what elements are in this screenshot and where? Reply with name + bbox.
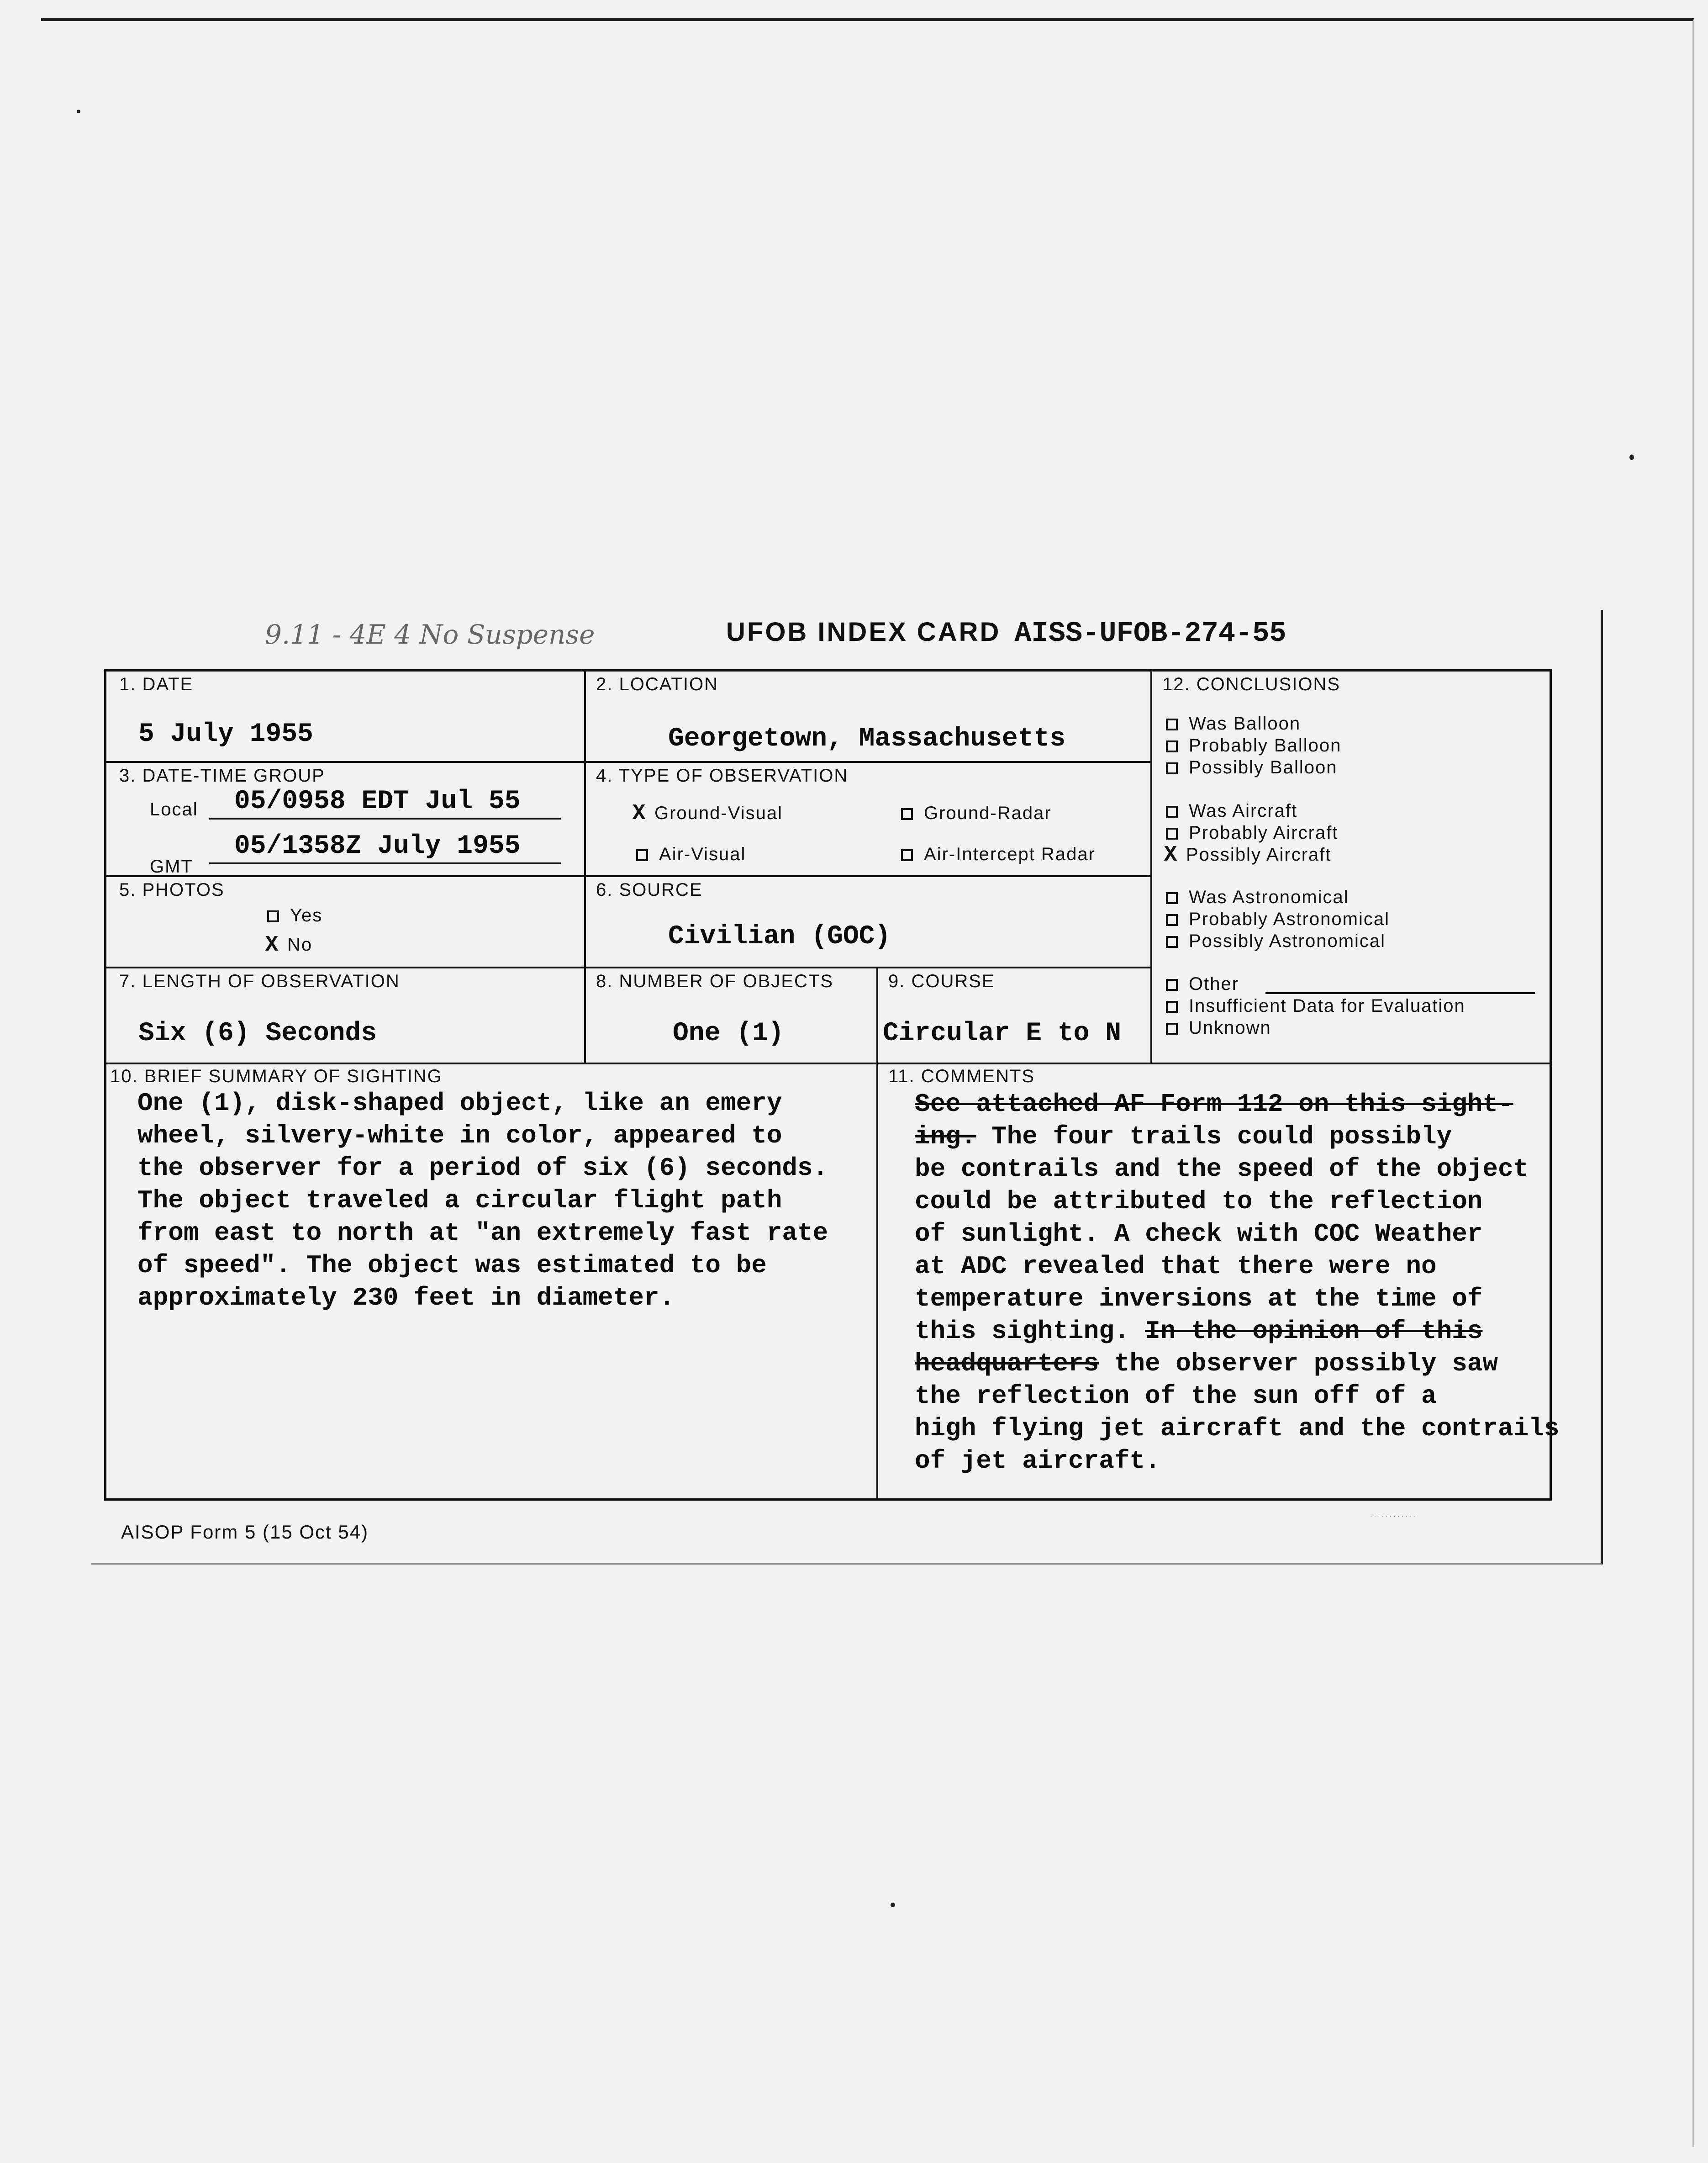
conclusion-label: Other [1189, 974, 1239, 994]
gmt-time-value: 05/1358Z July 1955 [234, 831, 521, 861]
scan-speck [77, 110, 80, 113]
length-of-observation-cell [106, 968, 586, 1064]
conclusion-probably-balloon [1166, 735, 1341, 756]
date-time-group-cell [106, 763, 586, 877]
conclusion-label: Possibly Balloon [1189, 757, 1338, 777]
option-yes [267, 905, 322, 926]
comments-line: of sunlight. A check with COC Weather [915, 1219, 1483, 1248]
conclusion-label: Possibly Astronomical [1189, 931, 1386, 951]
local-time-value: 05/0958 EDT Jul 55 [234, 787, 521, 816]
option-ground-radar [901, 803, 1052, 824]
comments-struck-text: headquarters [915, 1349, 1099, 1378]
card-title [726, 617, 1286, 650]
comments-text-span: The four trails could possibly [976, 1122, 1452, 1151]
checkbox [1166, 914, 1178, 926]
course-cell [878, 968, 1152, 1064]
comments-line [915, 1315, 1559, 1348]
summary-line: One (1), disk-shaped object, like an emery [137, 1089, 782, 1118]
conclusion-label: Unknown [1189, 1018, 1271, 1038]
photos-label: 5. PHOTOS [119, 880, 225, 900]
gmt-underline [209, 862, 561, 864]
checkbox [1166, 1023, 1178, 1035]
checkbox [1166, 762, 1178, 774]
comments-line: high flying jet aircraft and the contrails [915, 1414, 1560, 1443]
checkbox [1166, 1001, 1178, 1013]
source-cell [586, 877, 1152, 968]
summary-line: wheel, silvery-white in color, appeared to [137, 1121, 782, 1150]
conclusion-unknown [1166, 1018, 1271, 1038]
length-of-observation-label: 7. LENGTH OF OBSERVATION [119, 971, 400, 991]
checkbox [1166, 979, 1178, 991]
conclusion-label: Probably Astronomical [1189, 909, 1390, 929]
checkbox [1166, 719, 1178, 730]
card-reference-number: AISS-UFOB-274-55 [1014, 617, 1286, 650]
card-title-text: UFOB INDEX CARD [726, 617, 1001, 647]
option-label: Air-Visual [659, 844, 746, 864]
index-card-form [104, 669, 1560, 1501]
conclusion-possibly-balloon [1166, 757, 1338, 778]
photos-cell [106, 877, 586, 968]
number-of-objects-value: One (1) [673, 1019, 784, 1048]
summary-line: the observer for a period of six (6) seconds. [137, 1153, 828, 1183]
comments-text-span: the observer possibly saw [1099, 1349, 1498, 1378]
checkbox [901, 808, 913, 820]
conclusion-label: Was Astronomical [1189, 887, 1349, 907]
checkbox [267, 910, 279, 922]
comments-line: the reflection of the sun off of a [915, 1381, 1437, 1411]
checkbox [1166, 936, 1178, 948]
conclusion-probably-aircraft [1166, 823, 1338, 843]
date-cell [106, 672, 586, 763]
option-ground-visual [632, 803, 783, 824]
local-label: Local [150, 799, 198, 820]
course-value: Circular E to N [883, 1019, 1122, 1048]
conclusion-label: Probably Balloon [1189, 735, 1342, 756]
comments-line: of jet aircraft. [915, 1446, 1160, 1475]
comments-cell [878, 1064, 1560, 1498]
option-air-visual [636, 844, 746, 865]
comments-label: 11. COMMENTS [888, 1066, 1035, 1086]
checkbox [1166, 740, 1178, 752]
checkbox [636, 849, 648, 861]
conclusions-label: 12. CONCLUSIONS [1162, 674, 1341, 694]
conclusion-probably-astronomical [1166, 909, 1390, 930]
checkbox [1166, 828, 1178, 840]
option-no [264, 935, 312, 955]
conclusion-other [1166, 974, 1239, 994]
conclusions-cell [1152, 672, 1550, 1064]
conclusion-label: Insufficient Data for Evaluation [1189, 996, 1466, 1016]
local-underline [209, 818, 561, 820]
comments-struck-text: In the opinion of this [1145, 1317, 1483, 1346]
comments-line: be contrails and the speed of the object [915, 1154, 1529, 1184]
source-value: Civilian (GOC) [668, 922, 891, 952]
conclusion-insufficient-data [1166, 996, 1466, 1016]
checkbox [1166, 806, 1178, 818]
comments-struck-line: See attached AF Form 112 on this sight- [915, 1089, 1513, 1119]
conclusion-label: Was Balloon [1189, 714, 1301, 734]
date-value: 5 July 1955 [138, 719, 313, 749]
conclusion-label: Possibly Aircraft [1186, 845, 1332, 865]
conclusion-was-aircraft [1166, 801, 1297, 821]
checkbox [901, 849, 913, 861]
date-time-group-label: 3. DATE-TIME GROUP [119, 766, 325, 786]
option-air-intercept-radar [901, 844, 1096, 865]
conclusion-was-balloon [1166, 714, 1301, 734]
comments-line: temperature inversions at the time of [915, 1284, 1483, 1313]
conclusion-possibly-astronomical [1166, 931, 1386, 952]
summary-line: of speed". The object was estimated to be [137, 1251, 767, 1280]
option-label: Ground-Visual [654, 803, 783, 823]
comments-line: could be attributed to the reflection [915, 1187, 1483, 1216]
location-label: 2. LOCATION [596, 674, 718, 694]
date-label: 1. DATE [119, 674, 194, 694]
type-of-observation-cell [586, 763, 1152, 877]
comments-text [915, 1088, 1559, 1477]
checked-x-mark: X [632, 801, 647, 826]
location-value: Georgetown, Massachusetts [668, 724, 1066, 754]
comments-line [915, 1348, 1559, 1380]
summary-line: from east to north at "an extremely fast rate [137, 1218, 828, 1248]
conclusion-possibly-aircraft [1163, 845, 1332, 865]
course-label: 9. COURSE [888, 971, 995, 991]
other-underline [1265, 992, 1535, 994]
checkbox [1166, 892, 1178, 904]
summary-line: The object traveled a circular flight path [137, 1186, 782, 1215]
scan-speck [891, 1903, 895, 1907]
length-of-observation-value: Six (6) Seconds [138, 1019, 377, 1048]
summary-cell [106, 1064, 878, 1498]
conclusion-label: Probably Aircraft [1189, 823, 1339, 843]
gmt-label: GMT [150, 857, 193, 877]
number-of-objects-cell [586, 968, 878, 1064]
source-label: 6. SOURCE [596, 880, 703, 900]
summary-line: approximately 230 feet in diameter. [137, 1283, 675, 1312]
number-of-objects-label: 8. NUMBER OF OBJECTS [596, 971, 834, 991]
handwritten-notation: 9.11 - 4E 4 No Suspense [265, 619, 595, 650]
option-label: Air-Intercept Radar [924, 844, 1096, 864]
type-of-observation-label: 4. TYPE OF OBSERVATION [596, 766, 849, 786]
checked-x-mark: X [265, 933, 279, 957]
printer-mark: · · · · · · · · · · · · [1370, 1512, 1415, 1519]
option-label: Yes [290, 905, 323, 925]
location-cell [586, 672, 1152, 763]
checked-x-mark: X [1164, 843, 1178, 867]
summary-label: 10. BRIEF SUMMARY OF SIGHTING [110, 1066, 443, 1086]
summary-text [137, 1087, 828, 1314]
option-label: No [287, 935, 313, 955]
comments-line [915, 1121, 1559, 1153]
form-number: AISOP Form 5 (15 Oct 54) [121, 1521, 369, 1543]
conclusion-label: Was Aircraft [1189, 801, 1298, 821]
option-label: Ground-Radar [924, 803, 1052, 823]
comments-line: at ADC revealed that there were no [915, 1252, 1437, 1281]
conclusion-was-astronomical [1166, 887, 1349, 908]
comments-struck-text: ing. [915, 1122, 976, 1151]
scan-speck [1629, 455, 1634, 460]
comments-text-span: this sighting. [915, 1317, 1130, 1346]
